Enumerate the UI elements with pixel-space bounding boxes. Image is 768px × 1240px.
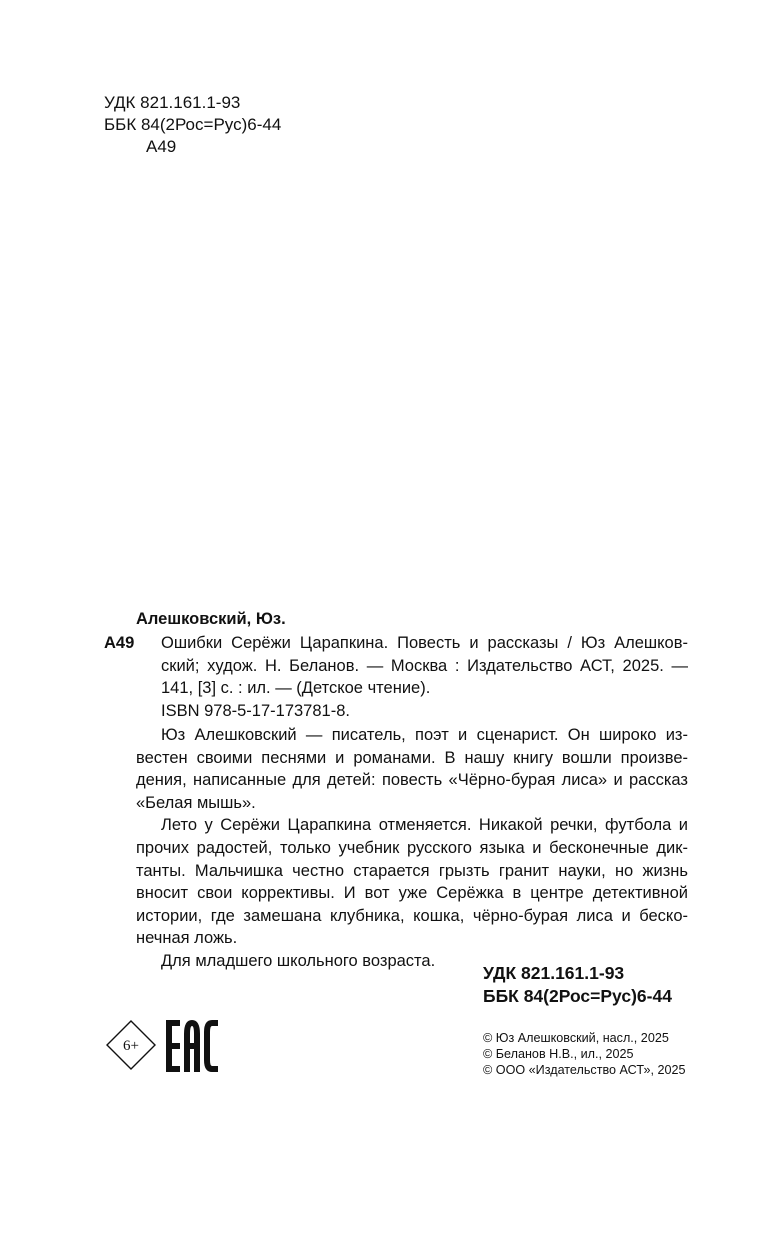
eac-icon (166, 1020, 218, 1072)
annotation-line: вносит свои коррективы. И вот уже Серёжка в центре детективной (136, 884, 688, 903)
annotation-line: вестен своими песнями и романами. В нашу книгу вошли произве- (136, 748, 688, 767)
isbn: ISBN 978-5-17-173781-8. (161, 702, 350, 720)
description-line: ский; худож. Н. Беланов. — Москва : Издательство АСТ, 2025. — (161, 656, 688, 675)
entry-author: Алешковский, Юз. (136, 610, 286, 628)
description-line: 141, [3] с. : ил. — (Детское чтение). (161, 679, 431, 698)
entry-author-mark: А49 (104, 634, 135, 652)
top-udk-code: УДК 821.161.1-93 (104, 93, 241, 112)
annotation-line: истории, где замешана клубника, кошка, чёрно-бурая лиса и беско- (136, 906, 688, 925)
copyright-line: © Юз Алешковский, насл., 2025 (483, 1031, 669, 1045)
copyright-line: © ООО «Издательство АСТ», 2025 (483, 1063, 686, 1077)
top-bbk-code: ББК 84(2Рос=Рус)6-44 (104, 115, 282, 134)
bottom-bbk-code: ББК 84(2Рос=Рус)6-44 (483, 986, 672, 1006)
age-rating-icon (106, 1020, 156, 1070)
copyright-notices (483, 1030, 686, 1078)
top-author-mark: А49 (146, 137, 177, 156)
age-rating-label: 6+ (123, 1038, 139, 1054)
annotation (136, 724, 688, 973)
annotation-line: танты. Мальчишка честно старается грызть гранит науки, но жизнь (136, 861, 688, 880)
annotation-line: Юз Алешковский — писатель, поэт и сценарист. Он широко из- (161, 726, 688, 744)
annotation-line: прочих радостей, только учебник русского языка и бесконечные дик- (136, 838, 688, 857)
annotation-line: Лето у Серёжи Царапкина отменяется. Никакой речки, футбола и (161, 816, 688, 835)
copyright-line: © Беланов Н.В., ил., 2025 (483, 1047, 634, 1061)
annotation-line: «Белая мышь». (136, 793, 256, 812)
annotation-line: дения, написанные для детей: повесть «Чёрно-бурая лиса» и рассказ (136, 771, 688, 790)
description-line: Ошибки Серёжи Царапкина. Повесть и рассказы / Юз Алешков- (161, 634, 688, 652)
annotation-line: Для младшего школьного возраста. (161, 951, 436, 970)
top-classification-codes (104, 92, 281, 158)
bottom-classification-codes (483, 962, 672, 1008)
entry-description (161, 632, 688, 700)
bottom-udk-code: УДК 821.161.1-93 (483, 963, 625, 983)
annotation-line: нечная ложь. (136, 929, 238, 948)
